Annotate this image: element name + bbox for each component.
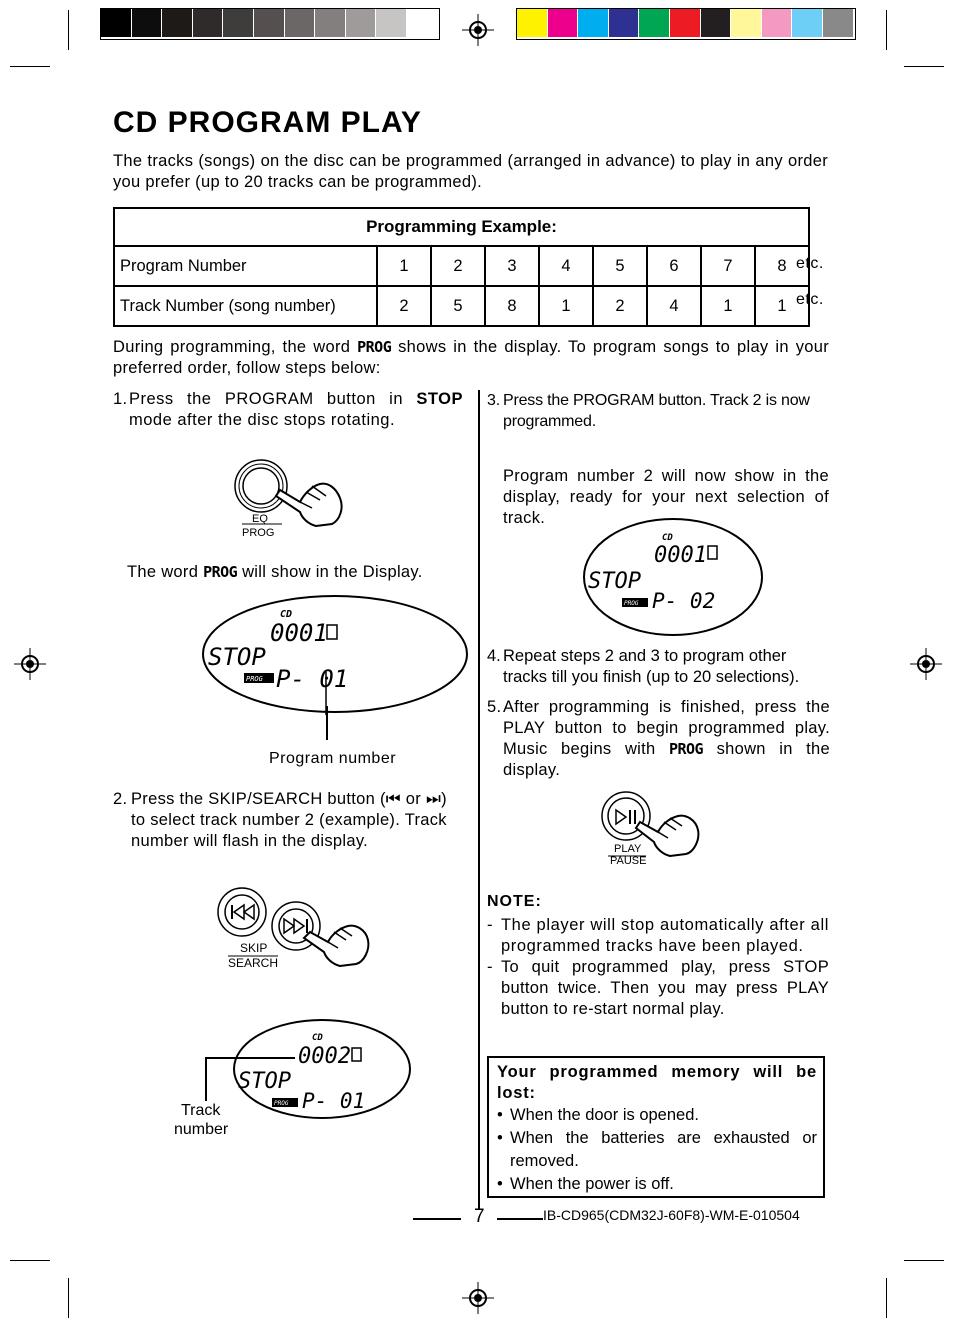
track-digits: 0002 <box>298 1044 351 1069</box>
list-item: - The player will stop automatically after all programmed tracks have been played. <box>487 916 829 955</box>
color-swatch <box>548 9 578 37</box>
during-paragraph: During programming, the word PROG shows in the display. To program songs to play in your preferred order, follow steps below: <box>113 338 829 377</box>
color-swatch <box>254 9 284 37</box>
prog-indicator: PROG <box>624 600 639 607</box>
stop-indicator: STOP <box>588 569 641 594</box>
table-cell: 2 <box>593 286 647 326</box>
track-caption: Track <box>181 1102 221 1119</box>
footer-rule <box>497 1218 543 1220</box>
list-item: • When the door is opened. <box>497 1106 699 1124</box>
color-swatch <box>193 9 223 37</box>
color-swatch <box>517 9 547 37</box>
lcd-display-2 <box>232 1018 412 1120</box>
table-header: Programming Example: <box>114 208 809 246</box>
registration-mark-icon <box>462 1282 494 1314</box>
color-swatch <box>762 9 792 37</box>
color-swatch <box>376 9 406 37</box>
color-swatch <box>731 9 761 37</box>
table-cell: 6 <box>647 246 701 286</box>
color-swatch <box>609 9 639 37</box>
lcd-display-3 <box>582 516 764 638</box>
memory-heading: Your programmed memory will be lost: <box>497 1063 817 1102</box>
table-row <box>114 246 809 286</box>
cd-indicator: CD <box>312 1033 323 1043</box>
callout-line <box>205 1057 295 1059</box>
track-caption: number <box>174 1121 229 1138</box>
play-label: PLAY <box>614 843 642 855</box>
table-cell: 8 <box>485 286 539 326</box>
footer-rule <box>413 1218 461 1220</box>
color-swatch <box>162 9 192 37</box>
step-5: 5. After programming is finished, press the PLAY button to begin programmed play. Music begins with PROG shown in the display. <box>487 698 830 779</box>
color-swatch <box>792 9 822 37</box>
table-row <box>114 286 809 326</box>
prog-display-caption: The word PROG will show in the Display. <box>127 563 423 581</box>
prog-word: PROG <box>357 338 392 356</box>
color-swatch <box>285 9 315 37</box>
registration-mark-icon <box>910 648 942 680</box>
step-2: 2. Press the SKIP/SEARCH button (⏮ or ⏭) to select track number 2 (example). Track number will flash in the display. <box>113 790 447 850</box>
track-digits: 0001 <box>270 619 328 647</box>
list-item: • When the batteries are exhausted or removed. <box>497 1129 817 1170</box>
step-3-detail: Program number 2 will now show in the display, ready for your next selection of track. <box>503 467 829 527</box>
list-item: - To quit programmed play, press STOP button twice. Then you may press PLAY button to re-start normal play. <box>487 958 829 1018</box>
color-swatch <box>578 9 608 37</box>
pause-label: PAUSE <box>610 855 647 867</box>
cd-indicator: CD <box>280 609 293 620</box>
programming-example-table <box>113 207 810 327</box>
callout-line <box>205 1057 207 1101</box>
note-list <box>487 915 829 1020</box>
stop-indicator: STOP <box>208 643 266 671</box>
track-digits: 0001 <box>654 543 707 568</box>
color-swatch <box>823 9 853 37</box>
table-cell: 4 <box>539 246 593 286</box>
program-readout: P- 01 <box>276 665 349 693</box>
step-4: 4. Repeat steps 2 and 3 to program other tracks till you finish (up to 20 selections). <box>487 647 800 686</box>
table-cell: 2 <box>431 246 485 286</box>
color-swatch <box>132 9 162 37</box>
color-swatch <box>701 9 731 37</box>
step-3: 3. Press the PROGRAM button. Track 2 is now programmed. <box>487 392 810 430</box>
table-cell: 1 <box>755 286 809 326</box>
color-swatch <box>101 9 131 37</box>
row-label: Track Number (song number) <box>114 286 377 326</box>
memory-warning-box <box>487 1056 825 1198</box>
program-readout: P- 01 <box>302 1089 366 1113</box>
prog-indicator: PROG <box>246 675 263 683</box>
lcd-display-1 <box>200 593 470 715</box>
program-readout: P- 02 <box>652 589 716 613</box>
cd-indicator: CD <box>662 533 673 543</box>
table-cell: 7 <box>701 246 755 286</box>
row-label: Program Number <box>114 246 377 286</box>
table-cell: 3 <box>485 246 539 286</box>
table-cell: 1 <box>701 286 755 326</box>
prog-label: PROG <box>242 527 275 539</box>
program-number-caption: Program number <box>269 750 397 767</box>
color-swatch <box>670 9 700 37</box>
color-swatch <box>315 9 345 37</box>
etc-label: etc. <box>796 255 824 272</box>
list-item: • When the power is off. <box>497 1175 674 1193</box>
table-cell: 5 <box>593 246 647 286</box>
eq-label: EQ <box>252 513 268 525</box>
table-cell: 4 <box>647 286 701 326</box>
skip-label: SKIP <box>240 941 268 955</box>
table-cell: 1 <box>377 246 431 286</box>
color-swatch <box>639 9 669 37</box>
note-heading: NOTE: <box>487 893 542 910</box>
footer-code: IB-CD965(CDM32J-60F8)-WM-E-010504 <box>543 1207 800 1223</box>
stop-indicator: STOP <box>238 1069 291 1094</box>
table-cell: 8 <box>755 246 809 286</box>
column-divider <box>478 390 480 1210</box>
prog-indicator: PROG <box>274 1100 289 1107</box>
callout-line <box>326 706 328 740</box>
etc-label: etc. <box>796 291 824 308</box>
step-1: 1. Press the PROGRAM button in STOP mode after the disc stops rotating. <box>113 390 463 429</box>
color-swatch <box>223 9 253 37</box>
color-swatch <box>407 9 437 37</box>
registration-mark-icon <box>462 14 494 46</box>
page-title: CD PROGRAM PLAY <box>113 106 422 139</box>
search-label: SEARCH <box>228 956 279 970</box>
registration-mark-icon <box>14 648 46 680</box>
table-cell: 2 <box>377 286 431 326</box>
table-cell: 5 <box>431 286 485 326</box>
intro-paragraph: The tracks (songs) on the disc can be programmed (arranged in advance) to play in any order you prefer (up to 20 tracks can be programmed). <box>113 152 828 191</box>
page-number: 7 <box>474 1206 485 1227</box>
table-cell: 1 <box>539 286 593 326</box>
color-swatch <box>346 9 376 37</box>
